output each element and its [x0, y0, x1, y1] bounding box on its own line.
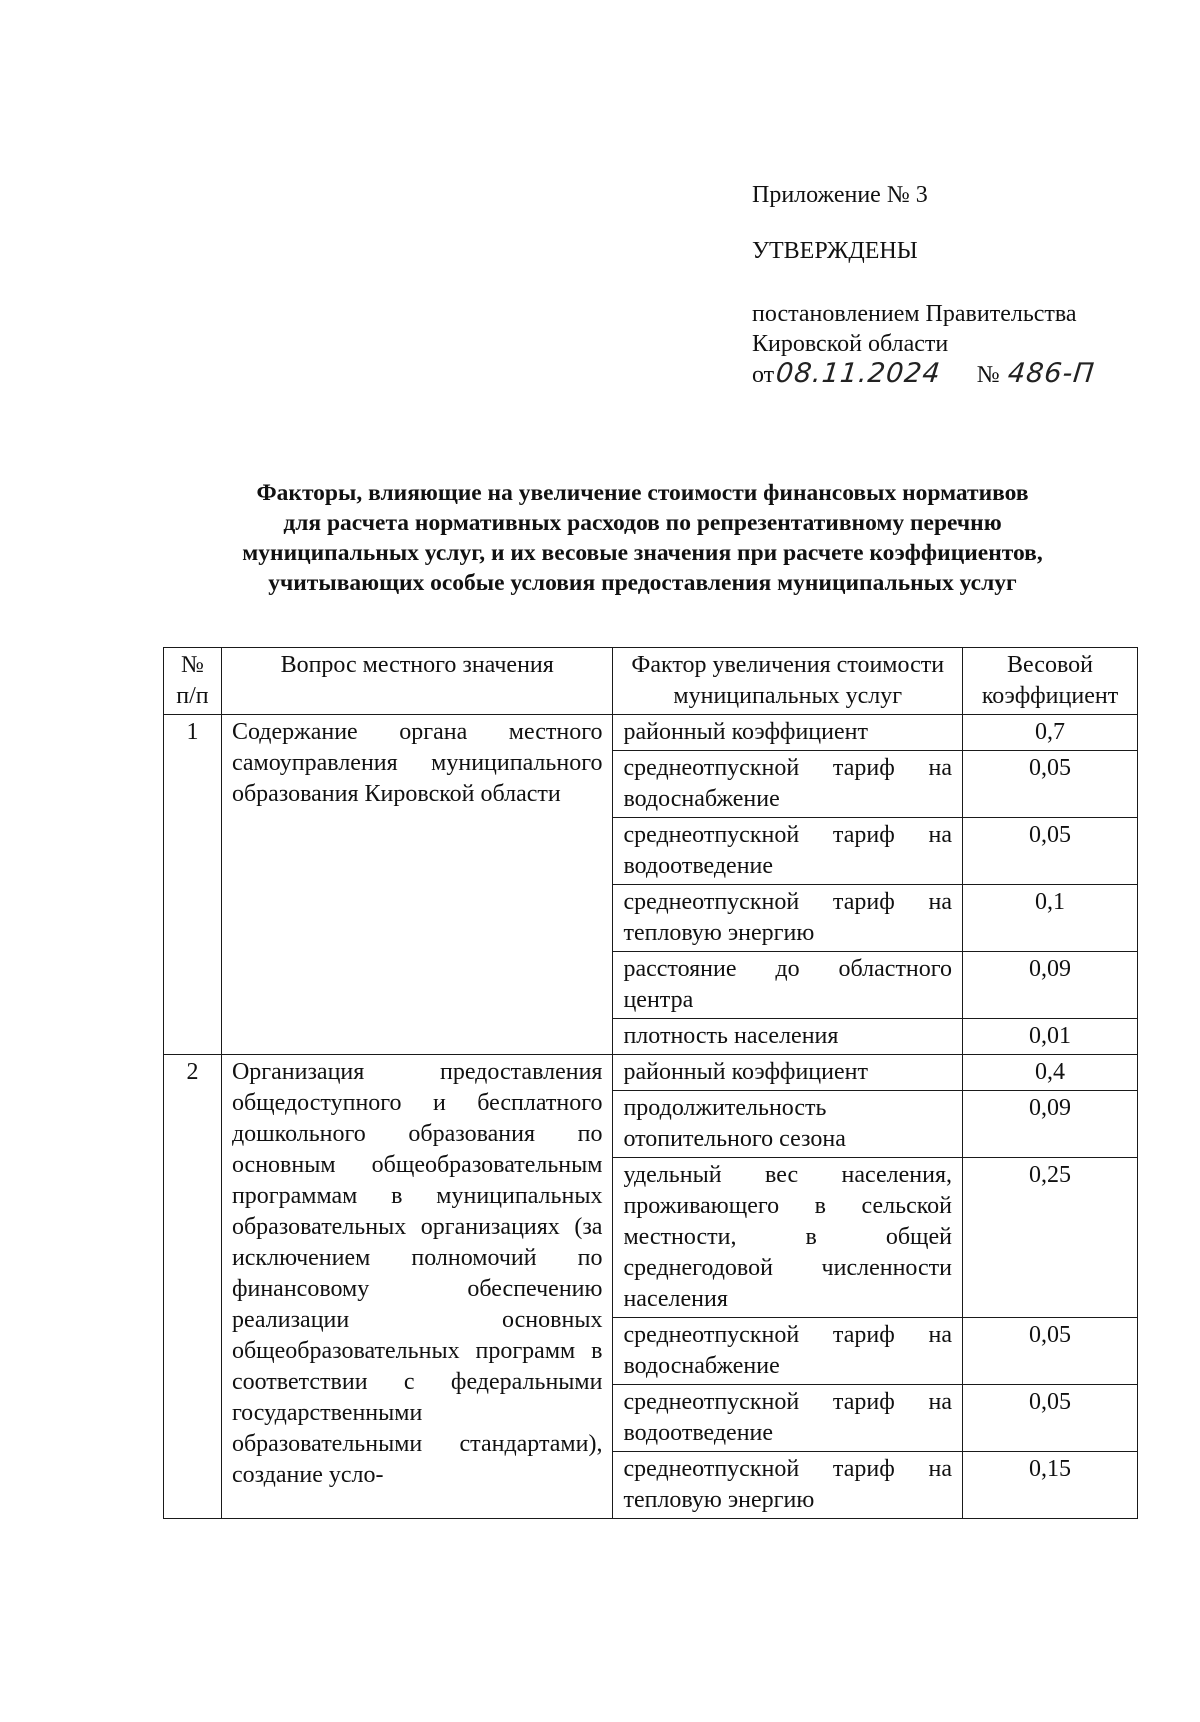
- header-weight: Весовой коэффициент: [963, 648, 1138, 715]
- weight-cell: 0,25: [963, 1158, 1138, 1318]
- handwritten-number: 486-П: [1006, 358, 1096, 389]
- group-2-num: 2: [164, 1055, 222, 1519]
- weight-cell: 0,09: [963, 1091, 1138, 1158]
- factor-cell: среднеотпускной тариф на водоснабжение: [613, 1318, 963, 1385]
- factors-table: [163, 647, 1138, 1519]
- factor-cell: расстояние до областного центра: [613, 952, 963, 1019]
- date-prefix: от: [752, 362, 775, 388]
- factor-cell: районный коэффициент: [613, 715, 963, 751]
- factor-cell: продолжительность отопительного сезона: [613, 1091, 963, 1158]
- title-line-2: для расчета нормативных расходов по репрезентативному перечню: [283, 510, 1002, 536]
- table-header-row: [164, 648, 1138, 715]
- weight-cell: 0,1: [963, 885, 1138, 952]
- factor-cell: среднеотпускной тариф на тепловую энергию: [613, 1452, 963, 1519]
- weight-cell: 0,05: [963, 1318, 1138, 1385]
- factor-cell: удельный вес населения, проживающего в сельской местности, в общей среднегодовой численности населения: [613, 1158, 963, 1318]
- group-1-question: Содержание органа местного самоуправления муниципального образования Кировской области: [221, 715, 613, 1055]
- weight-cell: 0,15: [963, 1452, 1138, 1519]
- weight-cell: 0,05: [963, 751, 1138, 818]
- title-line-4: учитывающих особые условия предоставления муниципальных услуг: [268, 570, 1017, 596]
- document-title: [150, 478, 1135, 598]
- header-num: № п/п: [164, 648, 222, 715]
- group-2-question: Организация предоставления общедоступного и бесплатного дошкольного образования по основным общеобразовательным программам в муниципальных образовательных организациях (за исключением полномочий по финансовому обеспечению реализации основных общеобразовательных программ в соответствии с федеральными государственными образовательными стандартами), создание усло-: [221, 1055, 613, 1519]
- decree-line-1: постановлением Правительства: [752, 301, 1077, 327]
- weight-cell: 0,05: [963, 818, 1138, 885]
- title-line-1: Факторы, влияющие на увеличение стоимости финансовых нормативов: [256, 480, 1029, 506]
- factor-cell: среднеотпускной тариф на водоотведение: [613, 818, 963, 885]
- factor-cell: районный коэффициент: [613, 1055, 963, 1091]
- title-line-3: муниципальных услуг, и их весовые значения при расчете коэффициентов,: [242, 540, 1043, 566]
- factor-cell: среднеотпускной тариф на водоотведение: [613, 1385, 963, 1452]
- factor-cell: среднеотпускной тариф на водоснабжение: [613, 751, 963, 818]
- appendix-label: Приложение № 3: [752, 182, 928, 208]
- factor-cell: среднеотпускной тариф на тепловую энергию: [613, 885, 963, 952]
- weight-cell: 0,4: [963, 1055, 1138, 1091]
- weight-cell: 0,09: [963, 952, 1138, 1019]
- approved-label: УТВЕРЖДЕНЫ: [752, 238, 918, 264]
- weight-cell: 0,7: [963, 715, 1138, 751]
- weight-cell: 0,01: [963, 1019, 1138, 1055]
- factor-cell: плотность населения: [613, 1019, 963, 1055]
- header-factor: Фактор увеличения стоимости муниципальных услуг: [613, 648, 963, 715]
- approval-block: [752, 180, 1172, 390]
- weight-cell: 0,05: [963, 1385, 1138, 1452]
- date-number-line: [752, 359, 1172, 390]
- group-1-num: 1: [164, 715, 222, 1055]
- table-row: [164, 1055, 1138, 1091]
- number-label: №: [976, 362, 1000, 388]
- handwritten-date: 08.11.2024: [774, 358, 943, 389]
- table-row: [164, 715, 1138, 751]
- decree-line-2: Кировской области: [752, 331, 949, 357]
- header-question: Вопрос местного значения: [221, 648, 613, 715]
